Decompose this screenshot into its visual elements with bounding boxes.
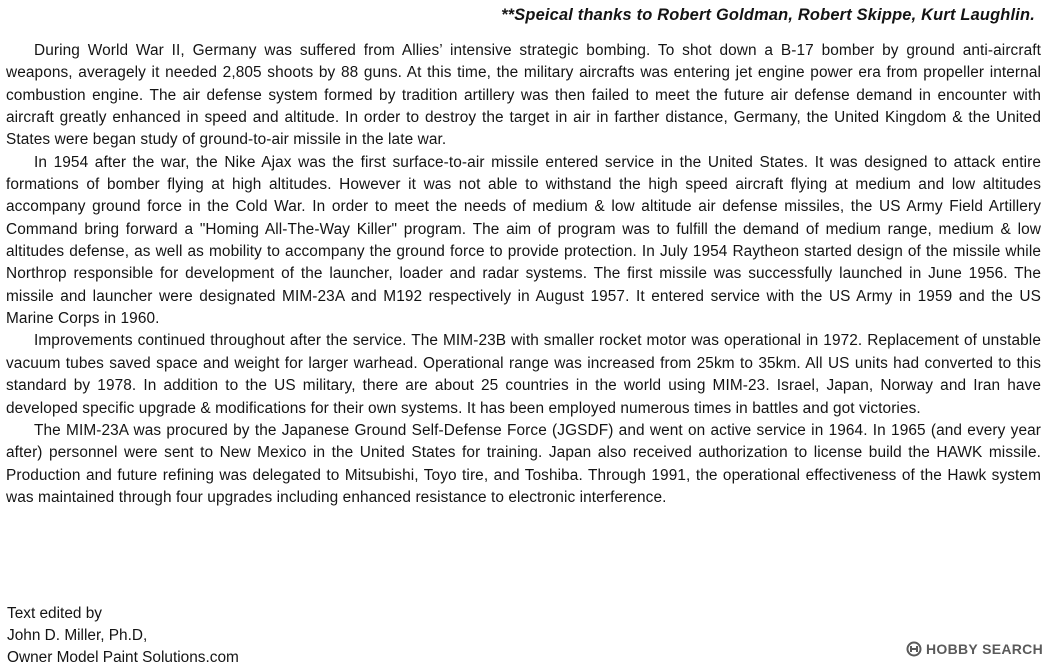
paragraph-hawk-development: In 1954 after the war, the Nike Ajax was the first surface-to-air missile entered service in the United States. It was designed to attack entire formations of bomber flying at high altitudes. However it was not able to withstand the high speed aircraft flying at medium and low altitudes accompany ground force in the Cold War. In order to meet the needs of medium & low altitude air defense missiles, the US Army Field Artillery Command bring forward a "Homing All-The-Way Killer" program. The aim of program was to fulfill the demand of medium range, medium & low altitudes defense, as well as mobility to accompany the ground force to provide protection. In July 1954 Raytheon started design of the missile while Northrop responsible for development of the launcher, loader and radar systems. The first missile was successfully launched in June 1956. The missile and launcher were designated MIM-23A and M192 respectively in August 1957. It entered service with the US Army in 1959 and the US Marine Corps in 1960.	[6, 153, 1041, 328]
special-thanks: **Speical thanks to Robert Goldman, Robert Skippe, Kurt Laughlin.	[501, 6, 1035, 24]
watermark-suffix: SEARCH	[982, 641, 1043, 657]
paragraph-jgsdf-service: The MIM-23A was procured by the Japanese Ground Self-Defense Force (JGSDF) and went on active service in 1964. In 1965 (and every year after) personnel were sent to New Mexico in the United States for training. Japan also received authorization to license build the HAWK missile. Production and future refining was delegated to Mitsubishi, Toyo tire, and Toshiba. Through 1991, the operational effectiveness of the Hawk system was maintained through four upgrades including enhanced resistance to electronic interference.	[6, 421, 1041, 506]
article-body	[6, 40, 1041, 509]
hobby-search-watermark	[906, 641, 1043, 657]
hobby-search-logo-icon	[906, 641, 922, 657]
credits	[7, 603, 239, 669]
paragraph-improvements: Improvements continued throughout after the service. The MIM-23B with smaller rocket motor was operational in 1972. Replacement of unstable vacuum tubes saved space and weight for larger warhead. Operational range was increased from 25km to 35km. All US units had converted to this standard by 1978. In addition to the US military, there are about 25 countries in the world using MIM-23. Israel, Japan, Norway and Iran have developed specific upgrade & modifications for their own systems. It has been employed numerous times in battles and got victories.	[6, 332, 1041, 417]
paragraph-ww2-background: During World War II, Germany was suffered from Allies’ intensive strategic bombing. To shot down a B-17 bomber by ground anti-aircraft weapons, averagely it needed 2,805 shoots by 88 guns. At this time, the military aircrafts was entering jet engine power era from propeller internal combustion engine. The air defense system formed by tradition artillery was then failed to meet the future air defense demand in encounter with aircraft greatly enhanced in speed and altitude. In order to destroy the target in air in farther distance, Germany, the United Kingdom & the United States were began study of ground-to-air missile in the late war.	[6, 42, 1041, 149]
credits-editor-name: John D. Miller, Ph.D,	[7, 627, 148, 644]
credits-editor-company: Owner Model Paint Solutions.com	[7, 649, 239, 666]
watermark-brand: HOBBY	[926, 641, 979, 657]
credits-edited-by: Text edited by	[7, 605, 102, 622]
